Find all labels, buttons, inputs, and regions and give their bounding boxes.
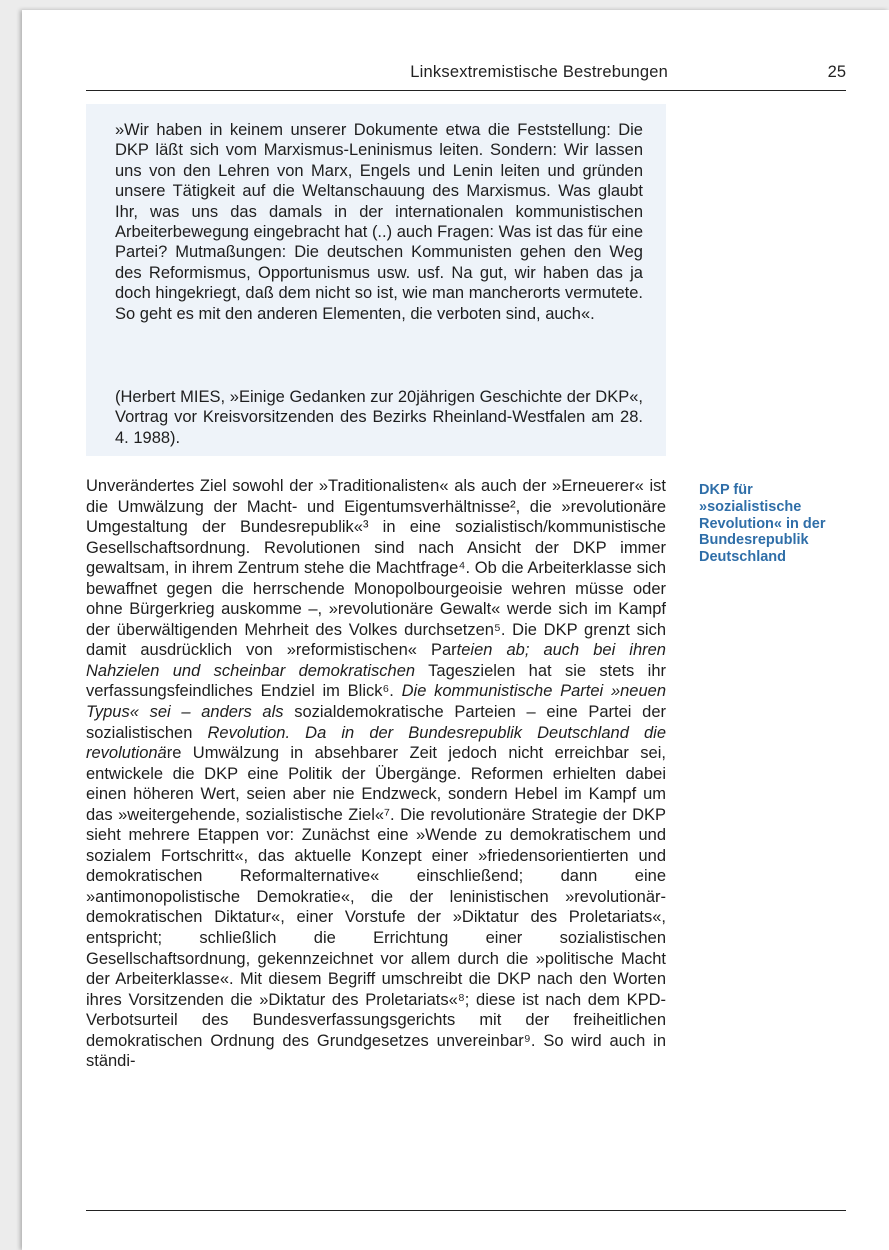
body-text-italic-run: Die kommunistische Partei »neuen Typus« sei – anders als: [86, 682, 667, 722]
quote-box: [86, 104, 666, 456]
body-text-run: Unverändertes Ziel sowohl der »Traditionalisten« als auch der »Erneuerer« ist die Umwälzung der Macht- und Eigentumsverhältnisse², die »revolutionäre Umgestaltung der Bundesrepublik«³ in eine sozialistisch/kommunistische Gesellschaftsordnung. Revolutionen sind nach Ansicht der DKP immer gewaltsam, in ihrem Zentrum stehe die Machtfrage⁴. Ob die Arbeiterklasse sich bewaffnet gegen die herrschende Monopolbourgeoisie wehren müsse oder ohne Bürgerkrieg auskomme –, »revolutionäre Gewalt« werde sich im Kampf der überwältigenden Mehrheit des Volkes durchsetzen⁵. Die DKP grenzt sich damit ausdrücklich von »reformistischen« Par: [86, 477, 666, 660]
body-text-italic-run: teien ab; auch bei ihren Nahzielen und scheinbar demokratischen: [86, 641, 666, 680]
page-number: 25: [827, 63, 846, 81]
body-paragraph: [86, 476, 666, 1072]
quote-text: »Wir haben in keinem unserer Dokumente etwa die Feststellung: Die DKP läßt sich vom Marxismus-Leninismus leiten. Sondern: Wir lassen uns von den Lehren von Marx, Engels und Lenin leiten und gründen unsere Tätigkeit auf die Weltanschauung des Marxismus. Was glaubt Ihr, was uns das damals in der internationalen kommunistischen Arbeiterbewegung eingebracht hat (..) auch Fragen: Was ist das für eine Partei? Mutmaßungen: Die deutschen Kommunisten gehen den Weg des Reformismus, Opportunismus usw. usf. Na gut, wir haben das ja doch hingekriegt, daß dem nicht so ist, wie man mancherorts vermutete. So geht es mit den anderen Elementen, die verboten sind, auch«.: [115, 121, 643, 323]
running-header: [86, 50, 846, 91]
quote-source: (Herbert MIES, »Einige Gedanken zur 20jährigen Geschichte der DKP«, Vortrag vor Kreisvorsitzenden des Bezirks Rheinland-Westfalen am 28. 4. 1988).: [115, 388, 643, 447]
body-text-run: re Umwälzung in absehbarer Zeit jedoch nicht erreichbar sei, entwickele die DKP eine Politik der Übergänge. Reformen erhielten dabei einen höheren Wert, seien aber nie Endzweck, sondern Hebel im Kampf um das »weitergehende, sozialistische Ziel«⁷. Die revolutionäre Strategie der DKP sieht mehrere Etappen vor: Zunächst eine »Wende zu demokratischem und sozialem Fortschritt«, das aktuelle Konzept einer »friedensorientierten und demokratischen Reformalternative« einschließend; dann eine »antimonopolistische Demokratie«, die der leninistischen »revolutionär-demokratischen Diktatur«, einer Vorstufe der »Diktatur des Proletariats«, entspricht; schließlich die Errichtung einer sozialistischen Gesellschaftsordnung, gekennzeichnet vor allem durch die »politische Macht der Arbeiterklasse«. Mit diesem Begriff umschreibt die DKP nach den Worten ihres Vorsitzenden die »Diktatur des Proletariats«⁸; diese ist nach dem KPD-Verbotsurteil des Bundesverfassungsgerichts mit der freiheitlichen demokratischen Ordnung des Grundgesetzes unvereinbar⁹. So wird auch in ständi-: [86, 744, 666, 1071]
body-text-run: Tageszielen hat sie stets ihr verfassungsfeindliches Endziel im Blick⁶.: [86, 661, 666, 701]
body-text-run: sozialdemokratische Parteien – eine Partei der sozialistischen: [86, 703, 666, 742]
footer-rule: [86, 1210, 846, 1211]
body-text-italic-run: Revolution.: [192, 723, 291, 742]
body-text-italic-run: Da in der Bundesrepublik Deutschland die revolutionä: [86, 723, 666, 763]
margin-note: DKP für »sozialistische Revolution« in der Bundesrepublik Deutschland: [699, 482, 826, 566]
chapter-title: Linksextremistische Bestrebungen: [410, 63, 668, 81]
